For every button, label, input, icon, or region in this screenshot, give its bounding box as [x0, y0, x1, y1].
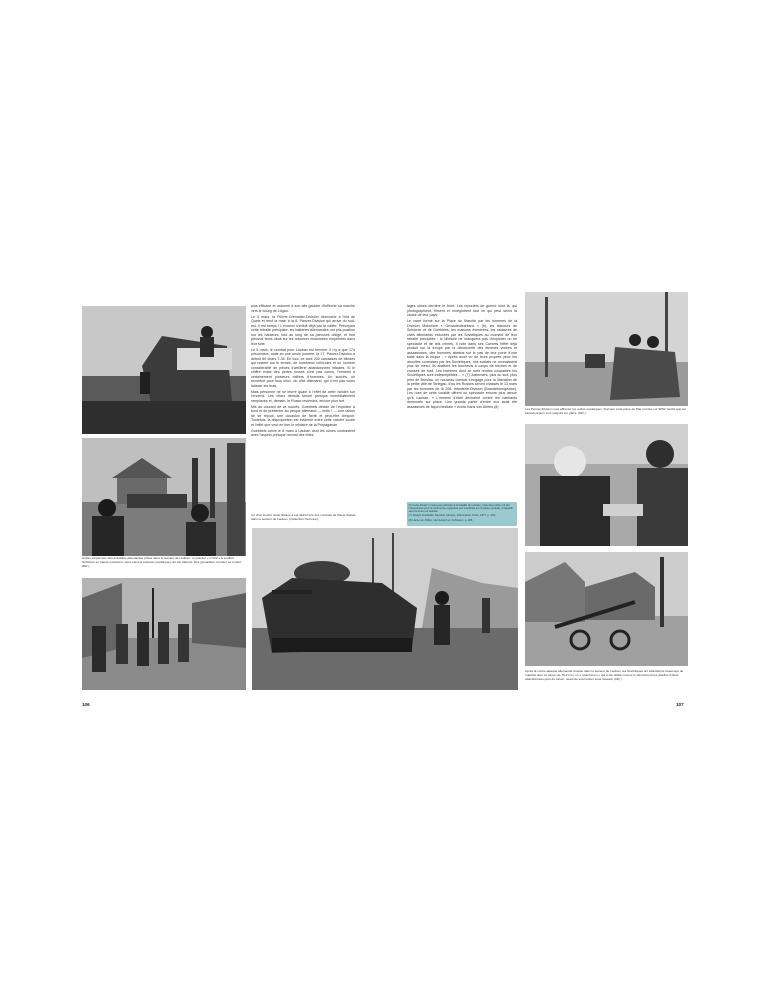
paragraph: Le 5 mars, le combat pour Lauban est terminé. Il n'y a que 174 prisonniers, mais en une seule journée, la 17. Panzer-Division a détruit 60 chars T-34. En tout, ce sont 230 carcasses de blindés qui restent sur le terrain, de nombreux véhicules et un nombre considérable de pièces d'artillerie abandonnées intactes. Si le chiffre exact des pertes russes n'est pas connu, l'ennemi a certainement plusieurs milliers d'hommes. Un succès, un réconfort pour tous ceux, du côté allemand, qui n'ont pas voulu baisser les bras. — [251, 347, 355, 388]
book-spread — [80, 290, 692, 710]
photo-tank-snow — [82, 306, 246, 434]
page-number-right: 107 — [676, 702, 684, 707]
caption-right-top: Les Panzer-Division vont affronter les unités soviétiques. Sonnets cette pièce de Pak montée sur SPW, tandis que les blessés légers sont soignés sur place. (DR.) — [525, 407, 687, 415]
paragraph: Goebbels arrive le 8 mars à Lauban dont les ruines contrastent avec l'aspect presque normal des villes — [251, 428, 355, 438]
paragraph: Mais personne ne se leurre quant à l'effet de cette victoire sur l'ennemi. Les chars détruits seront presque immédiatement remplacés et, demain, le Russe reviendra, encore plus fort. — [251, 389, 355, 403]
photo-spw-trees — [525, 292, 688, 406]
photo-abandoned-gun — [525, 552, 688, 666]
caption-right-bottom: Après la contre-attaque allemande réussie dans le secteur de Lauban, les Soviétiques ont abandonné beaucoup de matériel dont ce canon de 76,2 mm, un « ratsch-bum » qui a été utilisé comme le démontrent les douilles d'obus abandonnées près du canon, avant de succomber sous l'assaut. (DR.) — [525, 669, 684, 681]
footnote: (6) Cette division n'aura pas participé à la bataille de Lauban, mais des unités ont été transportées pour la cérémonie organisée par Goebbels sur la place centrale, à laquelle ses hommes ont assisté. — [408, 503, 513, 514]
photo-soldiers-village — [82, 438, 246, 556]
photo-wounded-soldier — [525, 424, 688, 546]
caption-center-photo: Un char touché Josef Staline a été détruit lors des combats de Haute Silésie, dans le secteur de Lauban. (Collection Hermann) — [251, 513, 357, 521]
page-number-left: 106 — [82, 702, 90, 707]
left-text-column — [251, 304, 355, 440]
paragraph: Le 4 mars, la Führer-Grenadier-Division débouche à l'est de Queis et tend la main à la 8. Panzer-Division qui arrive du sud-est. Il est temps ! L'ennemi s'enfuit déjà par la vallée. Prévoyant cette retraite précipitée, les batteries allemandes ont pris position sur les hauteurs, tout au long de sa parcours obligé, et font pleuvoir leurs obus sur les colonnes motorisées empêtrées dans leur fuite. — [251, 314, 355, 346]
footnote: (8) Hans von Ahlfen, Der Kampf um Schlesien, p. 186. — [408, 518, 474, 522]
paragraph: lages situés derrière le front. Les reporters de guerre sont là, qui photographient, filment et enregistrent tout ce qui peut servir la cause de leur pays. — [407, 304, 517, 317]
paragraph: Mis au courant de ce succès, Goebbels décide de l'exploiter à fond et de présenter au peuple allemand — enfin ! — une raison de se réjouir, une occasion de fierté et peut-être d'espoir. Toutefois, la disproportion est évidente entre cette victoire locale et l'effet que veut en tirer le ministre de la Propagande. — [251, 404, 355, 427]
right-text-column — [407, 304, 517, 411]
paragraph: Le carré formé sur la Place du Marché par les hommes de la Division Motorisée « Grossdeutschland » (6), les discours de Schörner et de Goebbels, les maisons éventrées, les cadavres de civils allemands exécutés par les Soviétiques au moment de leur retraite précipitée : le Ministre ne manquera pas d'exploiter un tel spectacle et de tels crimes. Il note dans ses Carnets l'effet déjà produit sur la troupe par la découverte des femmes violées et assassinées, des hommes abattus sur le pas de leur porte d'une balle dans la nuque : « Après avoir vu de leurs propres yeux les atrocités commises par les Soviétiques, nos soldats ne connaissent plus de merci. Ils abattent les bolchevis à coups de bêches et de crosses de fusil. Les hommes dont se sont rendus coupables les Soviétiques sont indescriptibles… » (7) Justement, plus au sud, plus près de Breslau, un nouveau combat s'engage pour la libération de la petite ville de Striegau, d'où les Russes seront chassés le 13 mars par les hommes de la 208. Infanterie-Division (Brandebourgeoise). Les rues de cette localité offrent un spectacle encore plus atroce qu'à Lauban. « L'ennemi s'était déchaîné contre les habitants demeurés sur place. Une grande partie d'entre eux avait été assassinés de façon bestiale » écrira Hans von Ahlfen (8). — [407, 319, 517, 409]
photo-grenadiers-march — [82, 578, 246, 690]
photo-destroyed-tank — [252, 528, 518, 690]
footnote: (7) Joseph Goebbels, Derniers Carnets, Flammarion, Paris, 1977, p. 101. — [408, 514, 496, 518]
paragraph: plus efficace et ordonné à son aile gauche d'infléchir sa marche vers le bourg de Lögau. — [251, 304, 355, 313]
footnotes-box — [407, 502, 517, 526]
caption-left-photos: Autres séquences des actualités allemandes prises dans le secteur de Lauban : un panzer « n°222 » à souffert. Schützen en pause entretiens, deux canons évacués soviétiques ont été détruits. Des grenadiers montent en renfort. (DR.) — [82, 556, 242, 568]
